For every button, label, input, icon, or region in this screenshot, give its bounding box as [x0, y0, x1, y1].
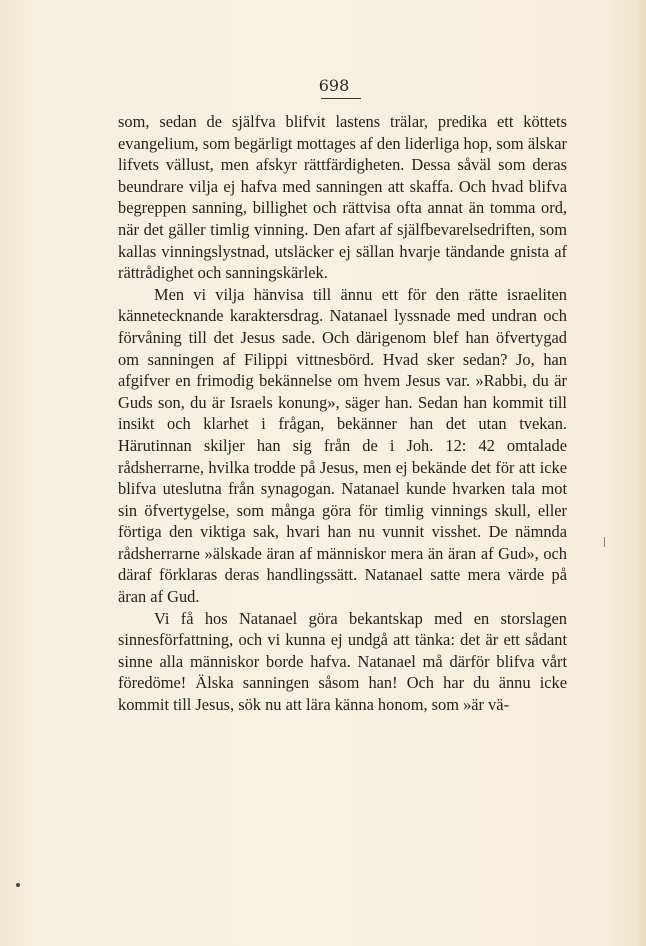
page-edge-shadow [636, 0, 646, 946]
page-number-underline [321, 98, 361, 99]
page-number: 698 [318, 76, 350, 95]
paragraph-1: som, sedan de själfva blifvit lastens trälar, predika ett köttets evangelium, som begärligt mottages af den liderliga hop, som älskar lifvets vällust, men afskyr rättfärdigheten. Dessa såväl som deras beundrare vilja ej hafva med sanningen att skaffa. Och hvad blifva begreppen sanning, billighet och rättvisa ofta annat än tomma ord, när det gäller timlig vinning. Den afart af själfbevarelsedriften, som kallas vinningslystnad, utsläcker ej sällan hvarje tändande gnista af rättrådighet och sanningskärlek. [118, 112, 567, 283]
margin-dot [16, 883, 20, 887]
paragraph-3: Vi få hos Natanael göra bekantskap med en storslagen sinnesförfattning, och vi kunna ej undgå att tänka: det är ett sådant sinne alla människor borde hafva. Natanael må därför blifva vårt föredöme! Älska sanningen såsom han! Och har du ännu icke kommit till Jesus, sök nu att lära känna honom, som »är vä- [118, 608, 567, 715]
paragraph-2: Men vi vilja hänvisa till ännu ett för den rätte israeliten kännetecknande karaktersdrag. Natanael lyssnade med undran och förvåning till det Jesus sade. Och därigenom blef han öfvertygad om sanningen af Filippi vittnesbörd. Hvad sker sedan? Jo, han afgifver en frimodig bekännelse om hvem Jesus var. »Rabbi, du är Guds son, du är Israels konung», säger han. Sedan han kommit till insikt och klarhet i frågan, bekänner han det utan tvekan. Härutinnan skiljer han sig från de i Joh. 12: 42 omtalade rådsherrarne, hvilka trodde på Jesus, men ej bekände det för att icke blifva uteslutna från synagogan. Natanael kunde hvarken tala mot sin öfvertygelse, som många göra för timlig vinnings skull, eller förtiga den viktiga sak, hvari han nu vunnit visshet. De nämnda rådsherrarne »älskade äran af människor mera än äran af Gud», och däraf förklaras deras handlingssätt. Natanael satte mera värde på äran af Gud. [118, 284, 567, 607]
margin-mark [604, 537, 605, 547]
body-text [118, 111, 567, 716]
